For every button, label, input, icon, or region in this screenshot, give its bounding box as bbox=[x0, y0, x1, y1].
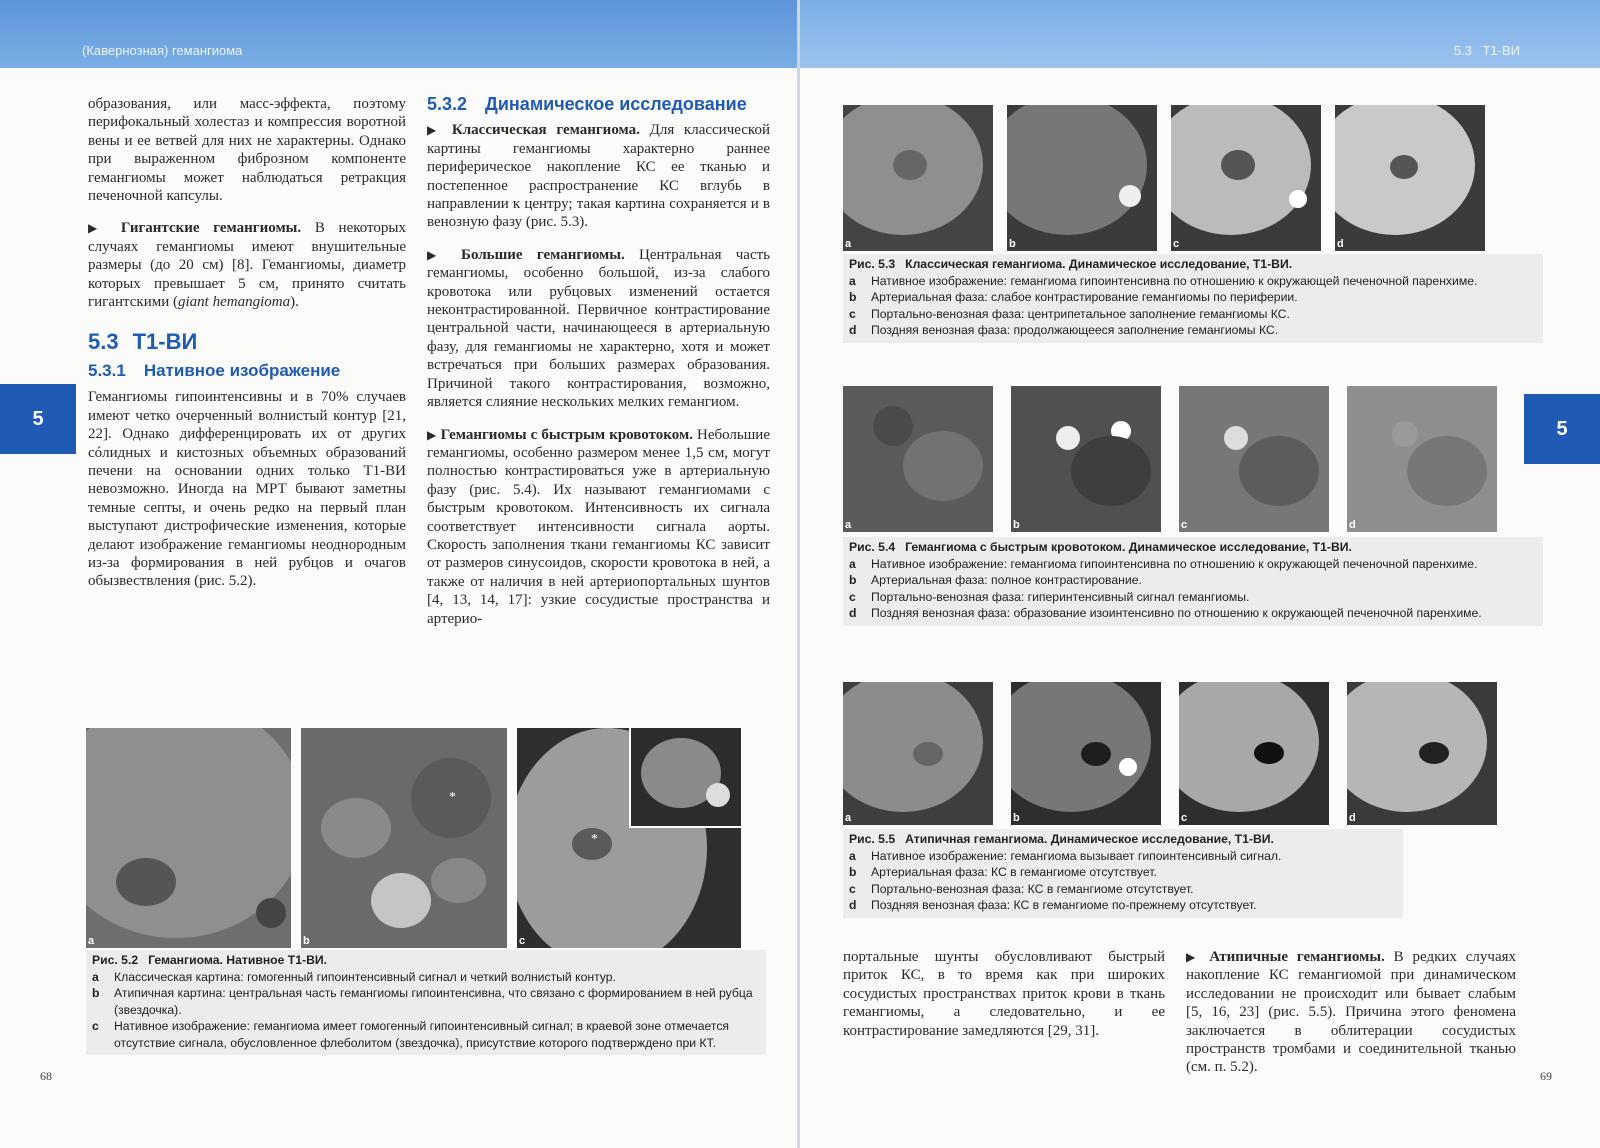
caption-item: b Артериальная фаза: КС в гемангиоме отсутствует. bbox=[849, 865, 1157, 879]
panel-label: c bbox=[1181, 519, 1188, 531]
caption-item: a Нативное изображение: гемангиома вызывает гипоинтенсивный сигнал. bbox=[849, 848, 1282, 863]
caption-item: c Портально-венозная фаза: центрипетальное заполнение гемангиомы КС. bbox=[849, 306, 1290, 321]
left-column-2 bbox=[427, 95, 770, 628]
panel-label: b bbox=[1013, 812, 1020, 824]
paragraph: Гемангиомы гипоинтенсивны и в 70% случаев имеют четко очерченный волнистый контур [21, 22]. Однако дифференцировать их от других сóлидных и кистозных объемных образований печени на основании одних только T1-ВИ невозможно. Иногда на МРТ бывают заметны темные септы, и очень редко на первый план выступают дистрофические изменения, которые делают изображение гемангиомы неоднородным из-за формирования в ней рубцов и очагов обызвествления (рис. 5.2). bbox=[88, 389, 406, 590]
subsection-heading: 5.3.2 Динамическое исследование bbox=[427, 94, 747, 114]
figure-5-3-caption bbox=[843, 254, 1543, 343]
mri-image-d[interactable] bbox=[1347, 682, 1497, 825]
caption-item: a Нативное изображение: гемангиома гипоинтенсивна по отношению к окружающей печеночной паренхиме. bbox=[849, 273, 1478, 288]
mri-image-a[interactable] bbox=[843, 682, 993, 825]
panel-label: a bbox=[845, 812, 852, 824]
subsection-heading: 5.3.1 Нативное изображение bbox=[88, 360, 341, 380]
section-heading: 5.3 T1-ВИ bbox=[88, 329, 198, 355]
triangle-right-icon: ▶ bbox=[427, 247, 447, 262]
panel-label: d bbox=[1337, 238, 1344, 250]
triangle-right-icon: ▶ bbox=[88, 221, 108, 236]
paragraph-classic: ▶ Классическая гемангиома. Для классической картины гемангиомы характерно раннее периферическое накопление КС ее тканью и постепенное распространение КС вглубь в направлении к центру; такая картина сохраняется и в венозную фазу (рис. 5.3). bbox=[427, 122, 770, 231]
panel-label: a bbox=[845, 238, 852, 250]
panel-label: b bbox=[303, 935, 310, 947]
mri-image-d[interactable] bbox=[1347, 386, 1497, 532]
paragraph-giant: ▶ Гигантские гемангиомы. В некоторых случаях гемангиомы имеют внушительные размеры (до 20 см) [8]. Гемангиомы, диаметр которых превышает 5 см, принято считать гигантскими (giant hemangioma). bbox=[88, 220, 406, 311]
mri-image-a[interactable] bbox=[86, 728, 291, 948]
mri-image-c[interactable] bbox=[1179, 682, 1329, 825]
caption-item: d Поздняя венозная фаза: образование изоинтенсивно по отношению к окружающей печеночной паренхиме. bbox=[849, 606, 1482, 620]
mri-image-c[interactable] bbox=[1179, 386, 1329, 532]
caption-title: Рис. 5.5 Атипичная гемангиома. Динамическое исследование, T1-ВИ. bbox=[849, 832, 1274, 846]
mri-image-c[interactable] bbox=[1171, 105, 1321, 251]
figure-5-4-caption bbox=[843, 537, 1543, 626]
caption-item: c Нативное изображение: гемангиома имеет гомогенный гипоинтенсивный сигнал; в краевой зоне отмечается отсутствие сигнала, обусловленное флеболитом (звездочка), присутствие которого подтверждено при КТ. bbox=[92, 1019, 730, 1050]
figure-5-5-caption bbox=[843, 829, 1403, 918]
caption-item: b Атипичная картина: центральная часть гемангиомы гипоинтенсивна, что связано с формированием в ней рубца (звездочка). bbox=[92, 986, 753, 1017]
triangle-right-icon: ▶ bbox=[427, 123, 443, 138]
caption-item: d Поздняя венозная фаза: КС в гемангиоме по-прежнему отсутствует. bbox=[849, 898, 1257, 912]
running-head-banner bbox=[0, 0, 800, 68]
panel-label: a bbox=[88, 935, 95, 947]
paragraph: образования, или масс-эффекта, поэтому перифокальный холестаз и компрессия воротной вены и ее ветвей для них не характерны. Однако при выраженном фиброзном компоненте гемангиомы может наблюдаться ретракция печеночной капсулы. bbox=[88, 96, 406, 205]
right-column-2 bbox=[1186, 948, 1516, 1091]
mri-image-b[interactable] bbox=[1011, 386, 1161, 532]
caption-title: Рис. 5.3 Классическая гемангиома. Динамическое исследование, T1-ВИ. bbox=[849, 257, 1293, 271]
right-page bbox=[800, 0, 1600, 1148]
caption-title: Рис. 5.4 Гемангиома с быстрым кровотоком. Динамическое исследование, T1-ВИ. bbox=[849, 540, 1352, 554]
inset-image bbox=[629, 728, 741, 828]
panel-label: c bbox=[1173, 238, 1180, 250]
figure-5-4-images bbox=[843, 386, 1497, 532]
mri-image-d[interactable] bbox=[1335, 105, 1485, 251]
caption-item: a Классическая картина: гомогенный гипоинтенсивный сигнал и четкий волнистый контур. bbox=[92, 969, 616, 984]
caption-item: b Артериальная фаза: слабое контрастирование гемангиомы по периферии. bbox=[849, 290, 1298, 304]
panel-label: d bbox=[1349, 519, 1356, 531]
panel-label: a bbox=[845, 519, 852, 531]
panel-label: b bbox=[1013, 519, 1020, 531]
caption-item: a Нативное изображение: гемангиома гипоинтенсивна по отношению к окружающей печеночной паренхиме. bbox=[849, 556, 1478, 571]
mri-image-b[interactable] bbox=[301, 728, 507, 948]
panel-label: c bbox=[519, 935, 526, 947]
triangle-right-icon: ▶ bbox=[1186, 950, 1201, 964]
right-column-1 bbox=[843, 948, 1165, 1054]
paragraph-large: ▶ Большие гемангиомы. Центральная часть гемангиомы, особенно большой, из-за слабого кровотока или рубцовых изменений остается неконтрастированной. Первичное контрастирование центральной части, начинающееся в артериальную фазу, для гемангиомы не характерно, хотя и может встречаться при больших размерах образования. Причиной такого контрастирования, возможно, является слияние нескольких мелких гемангиом. bbox=[427, 246, 770, 411]
chapter-tab[interactable]: 5 bbox=[1524, 394, 1600, 464]
panel-label: d bbox=[1349, 812, 1356, 824]
panel-label: c bbox=[1181, 812, 1188, 824]
caption-item: d Поздняя венозная фаза: продолжающееся заполнение гемангиомы КС. bbox=[849, 323, 1279, 337]
page-number: 68 bbox=[40, 1069, 52, 1083]
figure-5-3-images bbox=[843, 105, 1485, 251]
mri-image-c[interactable] bbox=[517, 728, 741, 948]
paragraph: портальные шунты обусловливают быстрый приток КС, в то время как при широких сосудистых пространствах приток крови в ткань гемангиомы, а следовательно, и ее контрастирование замедляются [29, 31]. bbox=[843, 949, 1165, 1039]
left-column-1 bbox=[88, 95, 406, 605]
mri-image-b[interactable] bbox=[1007, 105, 1157, 251]
mri-image-a[interactable] bbox=[843, 105, 993, 251]
figure-5-2-caption bbox=[86, 950, 766, 1055]
figure-5-2-images bbox=[86, 728, 741, 948]
caption-item: c Портально-венозная фаза: КС в гемангиоме отсутствует. bbox=[849, 881, 1194, 896]
running-head: (Кавернозная) гемангиома bbox=[82, 43, 243, 58]
triangle-right-icon: ▶ bbox=[427, 427, 437, 442]
caption-title: Рис. 5.2 Гемангиома. Нативное T1-ВИ. bbox=[92, 953, 328, 967]
mri-image-b[interactable] bbox=[1011, 682, 1161, 825]
figure-5-5-images bbox=[843, 682, 1497, 825]
caption-item: c Портально-венозная фаза: гиперинтенсивный сигнал гемангиомы. bbox=[849, 589, 1250, 604]
asterisk-marker: * bbox=[591, 832, 598, 847]
page-number: 69 bbox=[1540, 1069, 1552, 1083]
paragraph-fast: ▶ Гемангиомы с быстрым кровотоком. Небольшие гемангиомы, особенно размером менее 1,5 см, могут полностью контрастироваться уже в артериальную фазу (рис. 5.4). Их называют гемангиомами с быстрым кровотоком. Интенсивность их сигнала соответствует интенсивности сигнала аорты. Скорость заполнения ткани гемангиомы КС зависит от размеров синусоидов, скорости кровотока в ней, а также от наличия в ней артериопортальных шунтов [4, 13, 14, 17]: узкие сосудистые пространства и артерио- bbox=[427, 426, 770, 627]
running-head: 5.3 T1-ВИ bbox=[1453, 43, 1520, 58]
paragraph-atypical: ▶ Атипичные гемангиомы. В редких случаях накопление КС гемангиомой при динамическом исследовании не происходит или бывает слабым [5, 16, 23] (рис. 5.5). Причина этого феномена заключается в облитерации сосудистых пространств тромбами и соединительной тканью (см. п. 5.2). bbox=[1186, 949, 1517, 1076]
asterisk-marker: * bbox=[449, 790, 456, 805]
chapter-tab[interactable]: 5 bbox=[0, 384, 76, 454]
panel-label: b bbox=[1009, 238, 1016, 250]
running-head-banner bbox=[800, 0, 1600, 68]
mri-image-a[interactable] bbox=[843, 386, 993, 532]
caption-item: b Артериальная фаза: полное контрастирование. bbox=[849, 573, 1142, 587]
